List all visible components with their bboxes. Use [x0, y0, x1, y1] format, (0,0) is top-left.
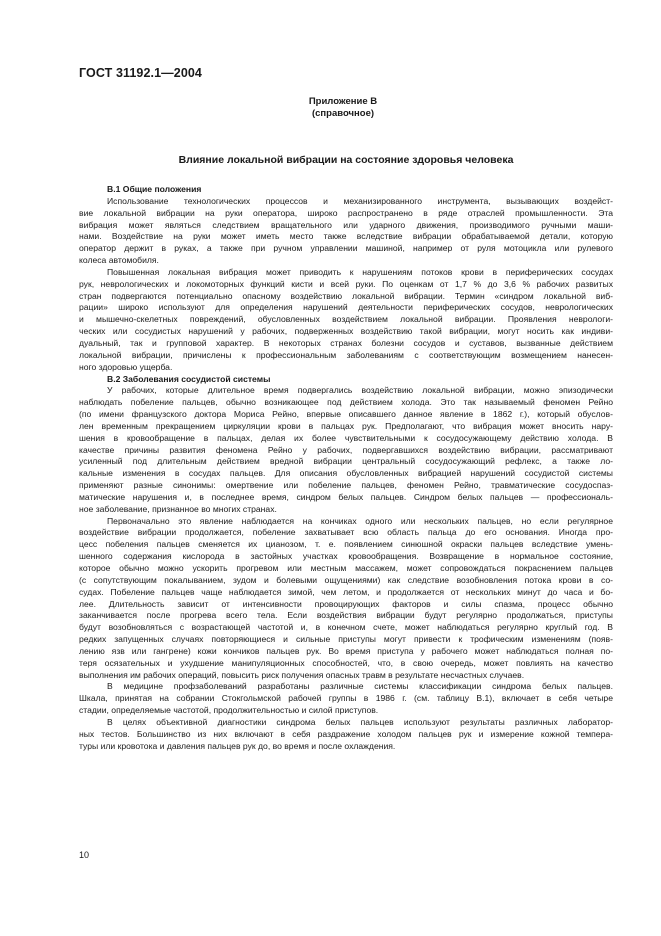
text-line: стран подвергаются потенциально опасному воздействию локальной вибрации. Термин «синдром локальной виб- — [79, 290, 613, 301]
paragraph — [79, 516, 613, 682]
text-line: стадии, определяемые частотой, продолжительностью и силой приступов. — [79, 705, 379, 716]
paragraph — [79, 196, 613, 267]
text-line: теря осязательных и ухудшение манипуляционных способностей, что, в свою очередь, может повлиять на качество — [79, 657, 613, 668]
text-line: применяют разные синонимы: омертвение или побеление пальцев, феномен Рейно, травматические сосудоспаз- — [79, 480, 613, 491]
text-line: и мышечно-скелетных повреждений, обусловленных воздействием локальной вибрации. Проявления неврологи- — [79, 314, 613, 325]
text-line: Повышенная локальная вибрация может приводить к нарушениям потоков крови в периферических сосудах — [107, 266, 613, 277]
appendix-note: (справочное) — [311, 108, 375, 119]
text-line: шения в кровообращение в пальцах, делая их более чувствительными к сосудосужающему действию холода. В — [79, 432, 613, 443]
text-line: цесс побеления пальцев сменяется их цианозом, т. е. появлением синюшной окраски пальцев вследствие умень- — [79, 539, 613, 550]
text-line: будут возобновляться с возрастающей частотой и, в конечном счете, может наблюдаться регулярно круглый год. В — [79, 622, 613, 633]
document-code: ГОСТ 31192.1—2004 — [79, 66, 202, 80]
text-line: нами. Воздействие на руки может иметь место также вследствие вибрации обрабатываемой детали, которую — [79, 231, 613, 242]
text-line: шенного содержания кислорода в застойных участках кровообращения. Возвращение в нормальное состояние, — [79, 551, 613, 562]
text-line: В медицине профзаболеваний разработаны различные системы классификации синдрома белых пальцев. — [107, 681, 613, 692]
text-line: рации» широко используют для определения нарушений деятельности периферических сосудов, неврологических — [79, 302, 613, 313]
text-line: локальной вибрации, причислены к профессиональным заболеваниям с соответствующим возмещением нанесен- — [79, 349, 613, 360]
text-line: оператор держит в руках, а также при ручном управлении машиной, например от руля мотоцикла или рулевого — [79, 243, 613, 254]
section-heading: В.2 Заболевания сосудистой системы — [107, 373, 271, 384]
document-body — [79, 184, 613, 753]
text-line: В целях объективной диагностики синдрома белых пальцев используют результаты различных лаборатор- — [107, 716, 613, 727]
text-line: усиленный под длительным действием вредной вибрации центральный сосудосужающий рефлекс, а также ло- — [79, 456, 613, 467]
appendix-heading — [0, 96, 661, 120]
text-line: ческих или сосудистых нарушений у рабочих, подверженных воздействию такой вибрации, могут носить как индиви- — [79, 326, 613, 337]
appendix-label: Приложение В — [308, 96, 378, 107]
text-line: дуальный, так и групповой характер. В некоторых странах болезни сосудов и суставов, вызванные действием — [79, 337, 613, 348]
text-line: Использование технологических процессов и механизированного инструмента, вызывающих воздейст- — [107, 195, 613, 206]
text-line: ного здоровью ущерба. — [79, 361, 173, 372]
text-line: вие локальной вибрации на руки оператора, широко распространено в ряде отраслей промышленности. Эта — [79, 207, 613, 218]
text-line: Шкала, принятая на собрании Стокгольмской рабочей группы в 1986 г. (см. таблицу В.1), включает в себя четыре — [79, 693, 613, 704]
text-line: Первоначально это явление наблюдается на кончиках одного или нескольких пальцев, но если регулярное — [107, 515, 613, 526]
text-line: матические нарушения и, в последнее время, синдром белых пальцев. Синдром белых пальцев — профессиональ- — [79, 491, 613, 502]
text-line: качестве причины развития феномена Рейно у рабочих, подвергавшихся воздействию вибрации, рассматривают — [79, 444, 613, 455]
text-line: (по имени французского доктора Мориса Рейно, впервые описавшего данное явление в 1862 г.), который обуслов- — [79, 409, 613, 420]
section-heading: В.1 Общие положения — [107, 184, 202, 194]
text-line: наблюдать побеление пальцев, обычно возникающее под действием холода. Это так называемый феномен Рейно — [79, 397, 613, 408]
paragraph — [79, 385, 613, 515]
text-line: воздействие вибрации продолжается, побеление захватывает всю область пальца до его основания. Иногда про- — [79, 527, 613, 538]
text-line: ное заболевание, признанное во многих странах. — [79, 503, 277, 514]
text-line: заканчивается после прогрева всего тела. Если воздействия вибрации будут регулярно продолжаться, приступы — [79, 610, 613, 621]
text-line: лен временным прекращением циркуляции крови в пальцах рук. Предполагают, что вибрация может вносить нару- — [79, 420, 613, 431]
text-line: У рабочих, которые длительное время подвергались воздействию локальной вибрации, можно эпизодически — [107, 385, 613, 396]
paragraph — [79, 267, 613, 374]
page-title: Влияние локальной вибрации на состояние здоровья человека — [178, 154, 514, 166]
text-line: выполнения им рабочих операций, повысить риск получения опасных травм в результате несчастных случаев. — [79, 669, 525, 680]
page-number: 10 — [79, 850, 90, 860]
text-line: редких запущенных случаях повторяющиеся и сильные приступы могут привести к трофическим изменениям (появ- — [79, 634, 613, 645]
text-line: кальные изменения в сосудах пальцев. Для описания обусловленных вибрацией нарушений сосудистой системы — [79, 468, 613, 479]
text-line: колеса автомобиля. — [79, 255, 159, 266]
text-line: ных тестов. Большинство из них включают в себя раздражение холодом пальцев рук и измерение кожной темпера- — [79, 728, 613, 739]
text-line: вибрация может являться следствием вращательного или ударного движения, производимого ручными маши- — [79, 219, 613, 230]
text-line: рук, неврологических и локомоторных функций кисти и всей руки. По оценкам от 1,7 % до 3,6 % рабочих развитых — [79, 278, 613, 289]
text-line: судах. Побеление пальцев чаще наблюдается зимой, чем летом, и продолжается от нескольких минут до часа и бо- — [79, 586, 613, 597]
text-line: (с сопутствующим покалыванием, зудом и болевыми ощущениями) как следствие возобновления потока крови в со- — [79, 574, 613, 585]
text-line: лению язв или гангрене) кожи кончиков пальцев рук. Во время приступа у рабочего может наблюдаться полная по- — [79, 645, 613, 656]
text-line: лее. Длительность зависит от интенсивности провоцирующих факторов и силы спазма, процесс обычно — [79, 598, 613, 609]
text-line: которое обычно можно ускорить прогревом или местным массажем, может сопровождаться покраснением пальцев — [79, 563, 613, 573]
text-line: туры или кровотока и давления пальцев рук до, во время и после охлаждения. — [79, 740, 396, 751]
paragraph — [79, 717, 613, 753]
paragraph — [79, 681, 613, 717]
